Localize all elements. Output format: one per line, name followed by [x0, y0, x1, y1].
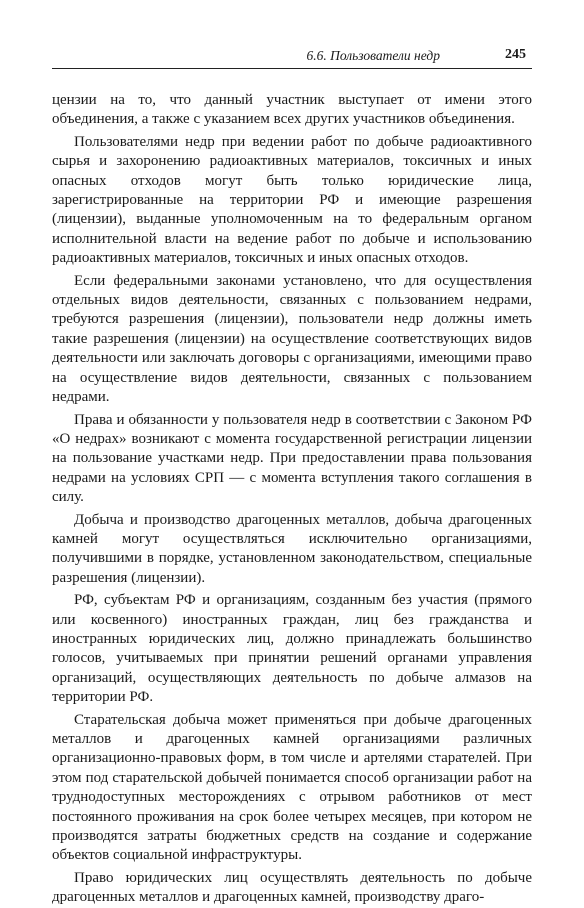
paragraph-continued: цензии на то, что данный участник выступает от имени этого объединения, а также с указанием всех других участников объединения. [52, 92, 532, 128]
page-number: 245 [505, 47, 526, 62]
page-header [52, 44, 532, 69]
paragraph: Права и обязанности у пользователя недр в соответствии с Законом РФ «О недрах» возникают с момента государственной регистрации лицензии на пользование участками недр. При предоставлении права пользования недрами на условиях СРП — с момента вступления такого соглашения в силу. [52, 411, 532, 506]
paragraph: Пользователями недр при ведении работ по добыче радиоактивного сырья и захоронению радиоактивных материалов, токсичных и иных опасных отходов могут быть только юридические лица, зарегистрированные на территории РФ и имеющие разрешения (лицензии), выданные уполномоченным на то федеральным органом исполнительной власти на ведение работ по добыче и использованию радиоактивных материалов, токсичных и иных опасных отходов. [52, 133, 532, 267]
paragraph: РФ, субъектам РФ и организациям, созданным без участия (прямого или косвенного) иностранных граждан, лиц без гражданства и иностранных юридических лиц, должно принадлежать большинство голосов, учитываемых при принятии решений органами управления организаций, осуществляющих деятельность по добыче алмазов на территории РФ. [52, 592, 532, 706]
running-head: 6.6. Пользователи недр [306, 48, 440, 63]
paragraph: Право юридических лиц осуществлять деятельность по добыче драгоценных металлов и драгоценных камней, производству драго- [52, 869, 532, 906]
body-text [52, 91, 532, 908]
paragraph: Если федеральными законами установлено, что для осуществления отдельных видов деятельности, связанных с пользованием недрами, требуются разрешения (лицензии), пользователи недр должны иметь такие разрешения (лицензии) на осуществление соответствующих видов деятельности или заключать договоры с организациями, имеющими право на осуществление видов деятельности, связанных с пользованием недрами. [52, 272, 532, 406]
paragraph: Старательская добыча может применяться при добыче драгоценных металлов и драгоценных камней организациями различных организационно-правовых форм, в том числе и артелями старателей. При этом под старательской добычей понимается способ организации работ на труднодоступных месторождениях с отрывом работников от мест постоянного проживания на срок более четырех месяцев, при котором не производятся затраты бюджетных средств на создание и содержание объектов социальной инфраструктуры. [52, 711, 532, 864]
paragraph: Добыча и производство драгоценных металлов, добыча драгоценных камней могут осуществляться исключительно организациями, получившими в порядке, установленном законодательством, специальные разрешения (лицензии). [52, 511, 532, 586]
